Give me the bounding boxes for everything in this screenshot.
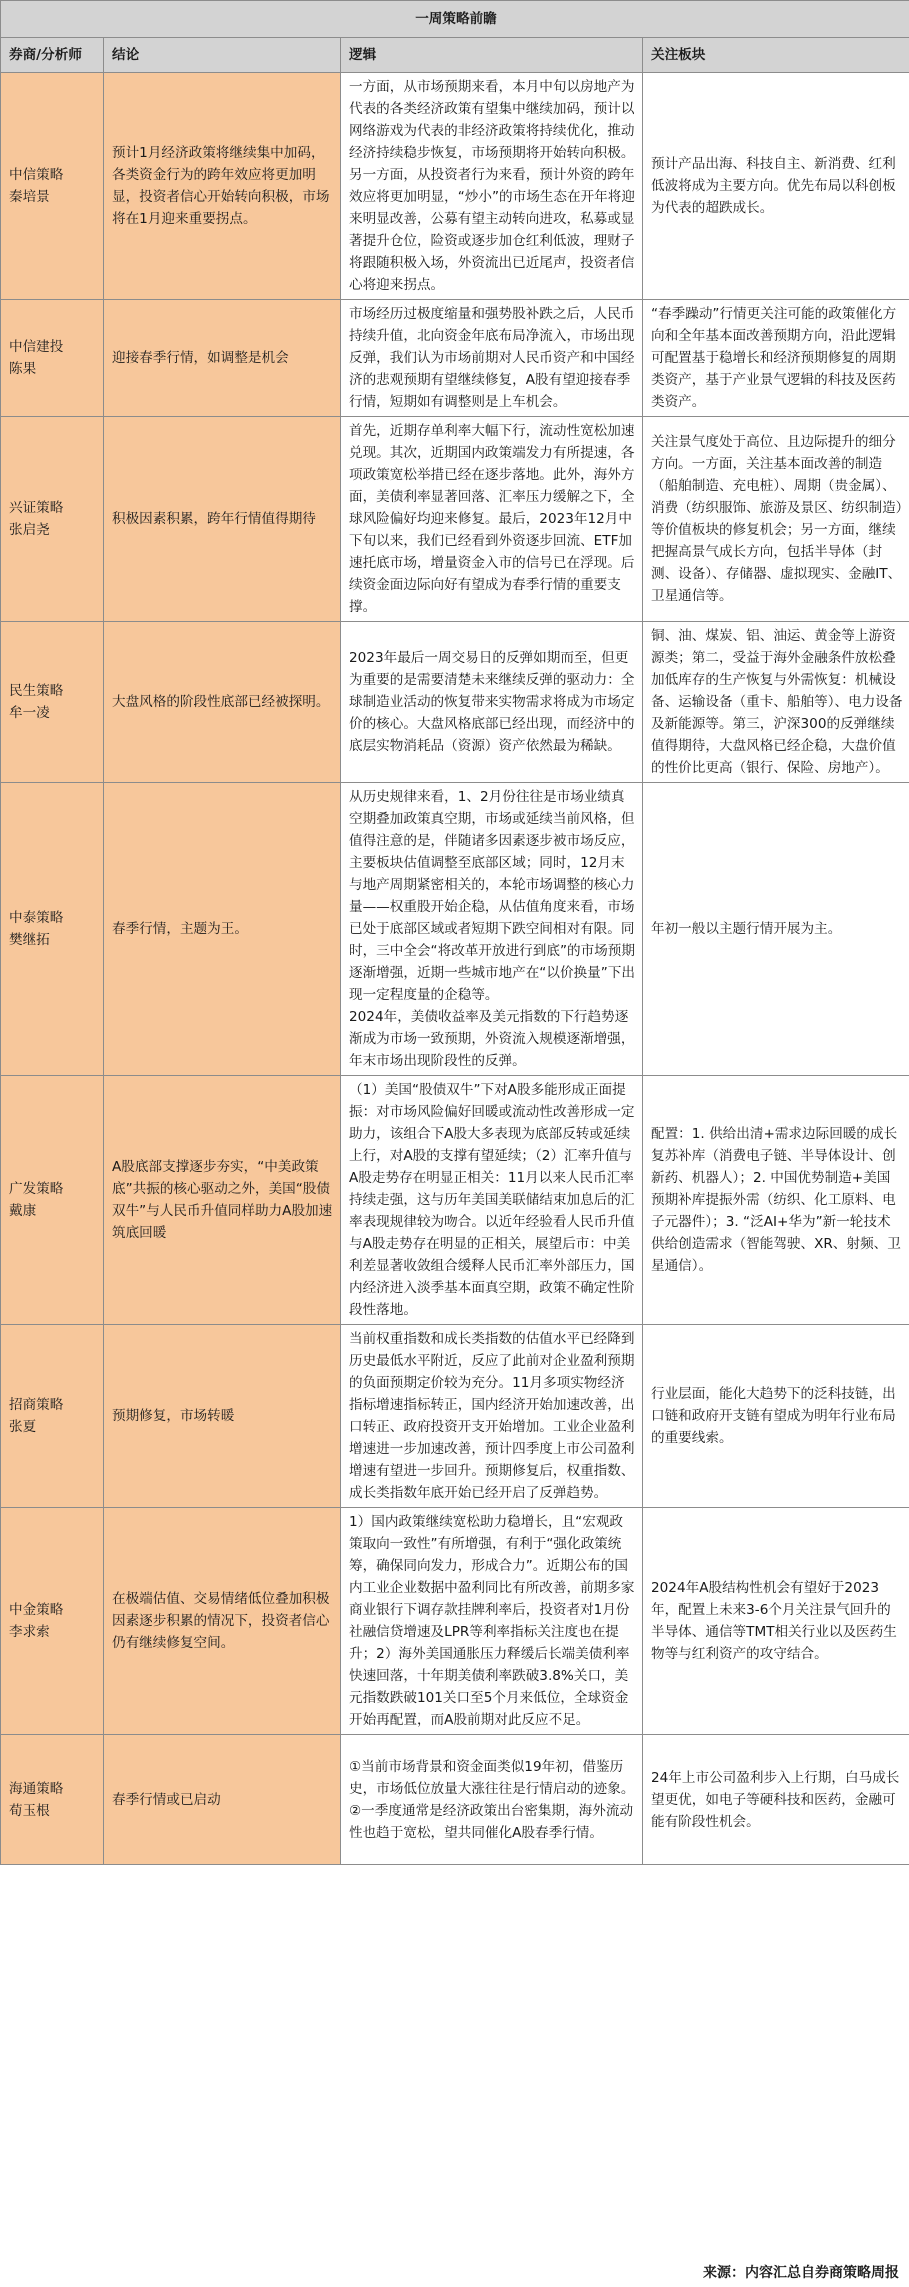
analyst-name: 张启尧 [9, 522, 50, 538]
table-row [1, 73, 909, 300]
table-row [1, 1076, 909, 1325]
conclusion-cell: 预期修复，市场转暖 [104, 1325, 341, 1508]
table-row [1, 417, 909, 622]
sector-cell: 配置：1. 供给出清+需求边际回暖的成长复苏补库（消费电子链、半导体设计、创新药、机器人）；2. 中国优势制造+美国预期补库提振外需（纺织、化工原料、电子元器件）；3. “泛AI+华为”新一轮技术供给创造需求（智能驾驶、XR、射频、卫星通信）。 [643, 1076, 909, 1325]
conclusion-cell: 迎接春季行情，如调整是机会 [104, 300, 341, 417]
table-row [1, 783, 909, 1076]
broker-name: 广发策略 [9, 1181, 64, 1197]
logic-cell: 1）国内政策继续宽松助力稳增长，且“宏观政策取向一致性”有所增强，有利于“强化政策统筹，确保同向发力，形成合力”。近期公布的国内工业企业数据中盈利同比有所改善，前期多家商业银行下调存款挂牌利率后，投资者对1月份社融信贷增速及LPR等利率指标关注度也在提升；2）海外美国通胀压力释缓后长端美债利率快速回落，十年期美债利率跌破3.8%关口，美元指数跌破101关口至5个月来低位，全球资金开始再配置，而A股前期对此反应不足。 [341, 1508, 643, 1735]
conclusion-cell: 春季行情，主题为王。 [104, 783, 341, 1076]
analyst-name: 李求索 [9, 1624, 50, 1640]
analyst-name: 张夏 [9, 1419, 37, 1435]
conclusion-cell: 大盘风格的阶段性底部已经被探明。 [104, 622, 341, 783]
sector-cell: 关注景气度处于高位、且边际提升的细分方向。一方面，关注基本面改善的制造（船舶制造、充电桩）、周期（贵金属）、消费（纺织服饰、旅游及景区、纺织制造）等价值板块的修复机会；另一方面，继续把握高景气成长方向，包括半导体（封测、设备）、存储器、虚拟现实、金融IT、卫星通信等。 [643, 417, 909, 622]
table-title-row [1, 1, 909, 38]
broker-cell [1, 783, 104, 1076]
header-logic: 逻辑 [341, 38, 643, 73]
logic-cell: 一方面，从市场预期来看，本月中旬以房地产为代表的各类经济政策有望集中继续加码，预计以网络游戏为代表的非经济政策将持续优化，推动经济持续稳步恢复，市场预期将开始转向积极。另一方面，从投资者行为来看，预计外资的跨年效应将更加明显，“炒小”的市场生态在开年将迎来明显改善，公募有望主动转向进攻，私募或显著提升仓位，险资或逐步加仓红利低波，理财子将跟随积极入场，外资流出已近尾声，投资者信心将迎来拐点。 [341, 73, 643, 300]
broker-name: 中金策略 [9, 1602, 64, 1618]
logic-cell: 当前权重指数和成长类指数的估值水平已经降到历史最低水平附近，反应了此前对企业盈利预期的负面预期定价较为充分。11月多项实物经济指标增速指标转正，国内经济开始加速改善，出口转正、政府投资开支开始增加。工业企业盈利增速进一步加速改善，预计四季度上市公司盈利增速有望进一步回升。预期修复后，权重指数、成长类指数年底开始已经开启了反弹趋势。 [341, 1325, 643, 1508]
conclusion-cell: 预计1月经济政策将继续集中加码，各类资金行为的跨年效应将更加明显，投资者信心开始转向积极，市场将在1月迎来重要拐点。 [104, 73, 341, 300]
broker-name: 民生策略 [9, 683, 64, 699]
analyst-name: 荀玉根 [9, 1802, 50, 1819]
broker-cell [1, 417, 104, 622]
header-broker: 券商/分析师 [1, 38, 104, 73]
broker-name: 中信策略 [9, 167, 64, 183]
table-row [1, 1508, 909, 1735]
table-header-row [1, 38, 909, 73]
broker-cell [1, 1508, 104, 1735]
conclusion-cell: 积极因素积累，跨年行情值得期待 [104, 417, 341, 622]
broker-cell [1, 1325, 104, 1508]
table-row [1, 1325, 909, 1508]
sector-cell: 年初一般以主题行情开展为主。 [643, 783, 909, 1076]
sector-cell: 行业层面，能化大趋势下的泛科技链，出口链和政府开支链有望成为明年行业布局的重要线索。 [643, 1325, 909, 1508]
broker-cell [1, 1735, 104, 1865]
table-row [1, 300, 909, 417]
analyst-name: 樊继拓 [9, 932, 50, 948]
logic-cell: 市场经历过极度缩量和强势股补跌之后，人民币持续升值，北向资金年底布局净流入，市场出现反弹，我们认为市场前期对人民币资产和中国经济的悲观预期有望继续修复，A股有望迎接春季行情，短期如有调整则是上车机会。 [341, 300, 643, 417]
broker-name: 兴证策略 [9, 500, 64, 516]
conclusion-cell: 春季行情或已启动 [104, 1735, 341, 1865]
analyst-name: 秦培景 [9, 189, 50, 205]
sector-cell: 铜、油、煤炭、铝、油运、黄金等上游资源类；第二，受益于海外金融条件放松叠加低库存的生产恢复与外需恢复：机械设备、运输设备（重卡、船舶等）、电力设备及新能源等。第三，沪深300的反弹继续值得期待，大盘风格已经企稳，大盘价值的性价比更高（银行、保险、房地产）。 [643, 622, 909, 783]
sector-cell: “春季躁动”行情更关注可能的政策催化方向和全年基本面改善预期方向，沿此逻辑可配置基于稳增长和经济预期修复的周期类资产，基于产业景气逻辑的科技及医药类资产。 [643, 300, 909, 417]
logic-cell: 从历史规律来看，1、2月份往往是市场业绩真空期叠加政策真空期，市场或延续当前风格，但值得注意的是，伴随诸多因素逐步被市场反应，主要板块估值调整至底部区域；同时，12月末与地产周期紧密相关的，本轮市场调整的核心力量——权重股开始企稳，从估值角度来看，市场已处于底部区域或者短期下跌空间相对有限。同时，三中全会“将改革开放进行到底”的市场预期逐渐增强，近期一些城市地产在“以价换量”下出现一定程度量的企稳等。 2024年，美债收益率及美元指数的下行趋势逐渐成为市场一致预期，外资流入规模逐渐增强，年末市场出现阶段性的反弹。 [341, 783, 643, 1076]
logic-cell: （1）美国“股债双牛”下对A股多能形成正面提振：对市场风险偏好回暖或流动性改善形成一定助力，该组合下A股大多表现为底部反转或延续上行，对A股的支撑有望延续；（2）汇率升值与A股走势存在明显正相关：11月以来人民币汇率持续走强，这与历年美国美联储结束加息后的汇率表现规律较为吻合。以近年经验看人民币升值与A股走势存在明显的正相关，展望后市：中美利差显著收敛组合缓释人民币汇率外部压力，国内经济进入淡季基本面真空期，政策不确定性阶段性落地。 [341, 1076, 643, 1325]
broker-cell [1, 622, 104, 783]
conclusion-cell: 在极端估值、交易情绪低位叠加积极因素逐步积累的情况下，投资者信心仍有继续修复空间。 [104, 1508, 341, 1735]
logic-cell: ①当前市场背景和资金面类似19年初，借鉴历史，市场低位放量大涨往往是行情启动的迹象。②一季度通常是经济政策出台密集期，海外流动性也趋于宽松，望共同催化A股春季行情。 [341, 1735, 643, 1865]
analyst-name: 牟一凌 [9, 705, 50, 721]
analyst-name: 戴康 [9, 1203, 37, 1219]
broker-cell [1, 300, 104, 417]
sector-cell: 2024年A股结构性机会有望好于2023年，配置上未来3-6个月关注景气回升的半导体、通信等TMT相关行业以及医药生物等与红利资产的攻守结合。 [643, 1508, 909, 1735]
broker-name: 招商策略 [9, 1397, 64, 1413]
broker-cell [1, 1076, 104, 1325]
broker-name: 中泰策略 [9, 910, 64, 926]
conclusion-cell: A股底部支撑逐步夯实，“中美政策底”共振的核心驱动之外，美国“股债双牛”与人民币升值同样助力A股加速筑底回暖 [104, 1076, 341, 1325]
broker-cell [1, 73, 104, 300]
header-conclusion: 结论 [104, 38, 341, 73]
table-title: 一周策略前瞻 [1, 1, 909, 38]
analyst-name: 陈果 [9, 361, 37, 377]
logic-cell: 2023年最后一周交易日的反弹如期而至，但更为重要的是需要清楚未来继续反弹的驱动力：全球制造业活动的恢复带来实物需求将成为市场定价的核心。大盘风格底部已经出现，而经济中的底层实物消耗品（资源）资产依然最为稀缺。 [341, 622, 643, 783]
sector-cell: 24年上市公司盈利步入上行期，白马成长望更优，如电子等硬科技和医药，金融可能有阶段性机会。 [643, 1735, 909, 1865]
table-row [1, 1735, 909, 1865]
logic-cell: 首先，近期存单利率大幅下行，流动性宽松加速兑现。其次，近期国内政策端发力有所提速，各项政策宽松举措已经在逐步落地。此外，海外方面，美债利率显著回落、汇率压力缓解之下，全球风险偏好均迎来修复。最后，2023年12月中下旬以来，我们已经看到外资逐步回流、ETF加速托底市场，增量资金入市的信号已在浮现。后续资金面边际向好有望成为春季行情的重要支撑。 [341, 417, 643, 622]
table-row [1, 622, 909, 783]
source-note: 来源：内容汇总自券商策略周报 [703, 2265, 899, 2281]
broker-name: 海通策略 [9, 1780, 64, 1797]
header-sector: 关注板块 [643, 38, 909, 73]
broker-name: 中信建投 [9, 339, 64, 355]
sector-cell: 预计产品出海、科技自主、新消费、红利低波将成为主要方向。优先布局以科创板为代表的超跌成长。 [643, 73, 909, 300]
